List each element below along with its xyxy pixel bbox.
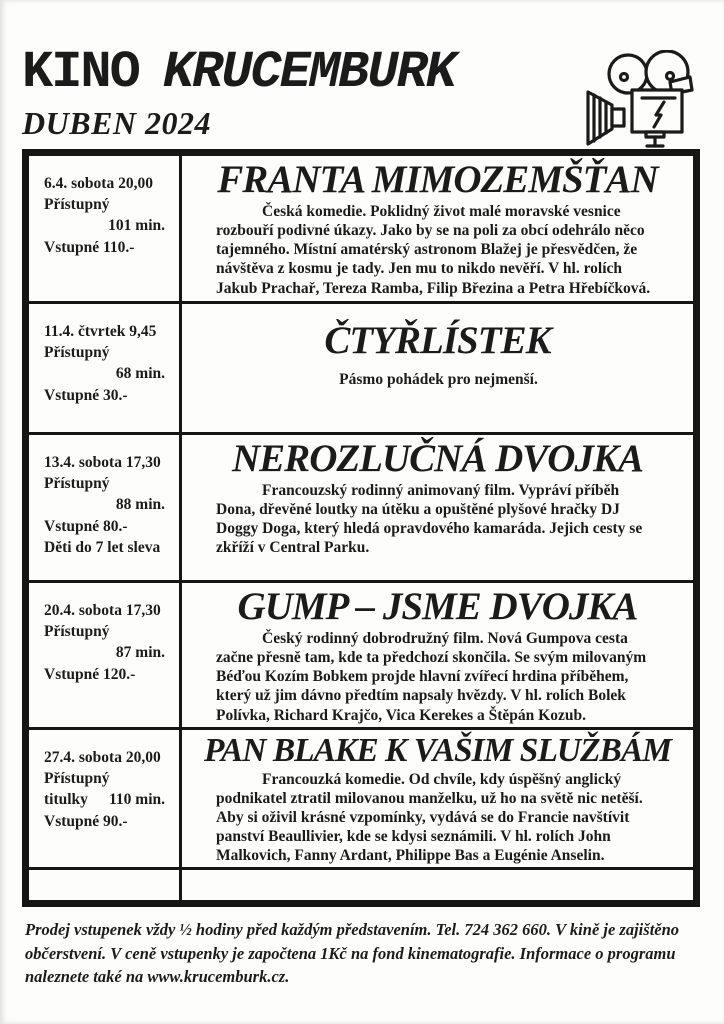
program-row bbox=[29, 304, 693, 435]
movie-description: Česká komedie. Poklidný život malé moravské vesnice rozbouří podivné úkazy. Jako by se na poli za obcí odehrálo něco tajemného. Místní amatérský astronom Blažej je přesvědčen, že návštěva z kosmu je tady. Jen mu to nikdo nevěří. V hl. rolích Jakub Prachař, Tereza Ramba, Filip Březina a Petra Hřebíčková. bbox=[216, 203, 651, 297]
screening-info-cell bbox=[29, 583, 182, 727]
movie-title: NEROZLUČNÁ DVOJKA bbox=[232, 436, 643, 480]
screening-duration: 88 min. bbox=[115, 496, 165, 514]
footer-info-text: Prodej vstupenek vždy ½ hodiny před každým představením. Tel. 724 362 660. V kině je zajištěno občerstvení. V ceně vstupenky je započtena 1Kč na fond kinematografie. Informace o programu naleznete také na www.krucemburk.cz. bbox=[25, 920, 680, 987]
program-row bbox=[29, 156, 693, 304]
screening-duration: 110 min. bbox=[109, 791, 165, 809]
screening-date: 27.4. sobota 20,00 bbox=[44, 748, 161, 766]
screening-price: Vstupné 120.- bbox=[44, 665, 136, 683]
movie-title: GUMP – JSME DVOJKA bbox=[237, 584, 638, 628]
program-row bbox=[29, 583, 693, 730]
header bbox=[0, 0, 724, 142]
movie-cell bbox=[182, 156, 693, 301]
screening-rating: Přístupný bbox=[44, 343, 110, 361]
program-row bbox=[29, 730, 693, 871]
movie-camera-icon bbox=[580, 50, 708, 153]
screening-duration: 68 min. bbox=[115, 365, 165, 383]
program-row bbox=[29, 435, 693, 583]
screening-info-cell bbox=[29, 435, 182, 580]
screening-date: 6.4. sobota 20,00 bbox=[44, 174, 153, 192]
screening-price: Vstupné 30.- bbox=[44, 386, 128, 404]
screening-price: Vstupné 90.- bbox=[44, 812, 128, 830]
movie-cell bbox=[182, 583, 693, 727]
program-table bbox=[22, 149, 700, 908]
screening-rating: Přístupný bbox=[44, 622, 110, 640]
movie-description: Pásmo pohádek pro nejmenší. bbox=[339, 371, 538, 389]
screening-date: 11.4. čtvrtek 9,45 bbox=[44, 322, 157, 340]
screening-language: titulky bbox=[44, 791, 88, 809]
program-month: DUBEN 2024 bbox=[22, 104, 212, 141]
screening-duration-line bbox=[44, 215, 173, 236]
movie-title: ČTYŘLÍSTEK bbox=[324, 318, 551, 362]
screening-duration-line bbox=[44, 642, 173, 663]
screening-info-cell bbox=[29, 304, 182, 432]
screening-rating: Přístupný bbox=[44, 195, 110, 213]
screening-duration: 101 min. bbox=[108, 217, 165, 235]
movie-description: Francouzský rodinný animovaný film. Vypráví příběh Dona, dřevěné loutky na útěku a opuštěné plyšové hračky DJ Doggy Doga, který hledá opravdového kamaráda. Jejich cesty se zkříží v Central Parku. bbox=[216, 482, 643, 557]
movie-cell bbox=[182, 730, 693, 868]
screening-rating: Přístupný bbox=[44, 769, 110, 787]
screening-info-cell bbox=[29, 870, 182, 900]
screening-date: 13.4. sobota 17,30 bbox=[44, 453, 161, 471]
screening-info-cell bbox=[29, 730, 182, 868]
movie-description: Francouzká komedie. Od chvíle, kdy úspěšný anglický podnikatel ztratil milovanou manželku, už ho na světě nic netěší. Aby si oživil krásné vzpomínky, vydává se do Francie navštívit panství Beaullivier, kde se kdysi seznámili. V hl. rolích John Malkovich, Fanny Ardant, Philippe Bas a Eugénie Anselin. bbox=[216, 771, 643, 865]
movie-cell bbox=[182, 870, 693, 900]
screening-date: 20.4. sobota 17,30 bbox=[44, 601, 161, 619]
screening-duration: 87 min. bbox=[115, 644, 165, 662]
movie-cell bbox=[182, 435, 693, 580]
screening-note: Děti do 7 let sleva bbox=[44, 539, 161, 557]
movie-title: FRANTA MIMOZEMŠŤAN bbox=[217, 157, 658, 201]
screening-price: Vstupné 110.- bbox=[44, 238, 135, 256]
cinema-name-word2: KRUCEMBURK bbox=[162, 43, 455, 102]
movie-description: Český rodinný dobrodružný film. Nová Gumpova cesta začne přesně tam, kde ta předchozí skončila. Se svým milovaným Béďou Kozím Bobkem projde hlavní zvířecí hrdina příběhem, který už jim dávno předtím napsaly hvězdy. V hl. rolích Bolek Polívka, Richard Krajčo, Vica Kerekes a Štěpán Kozub. bbox=[216, 630, 647, 724]
screening-info-cell bbox=[29, 156, 182, 301]
screening-price: Vstupné 80.- bbox=[44, 517, 128, 535]
screening-duration-line bbox=[44, 363, 173, 384]
screening-duration-line bbox=[44, 494, 173, 515]
screening-rating: Přístupný bbox=[44, 474, 110, 492]
movie-cell bbox=[182, 304, 693, 432]
program-row-empty bbox=[29, 870, 693, 900]
cinema-name-word1: KINO bbox=[22, 43, 139, 102]
screening-duration-line bbox=[44, 789, 173, 810]
movie-title: PAN BLAKE K VAŠIM SLUŽBÁM bbox=[203, 731, 672, 769]
